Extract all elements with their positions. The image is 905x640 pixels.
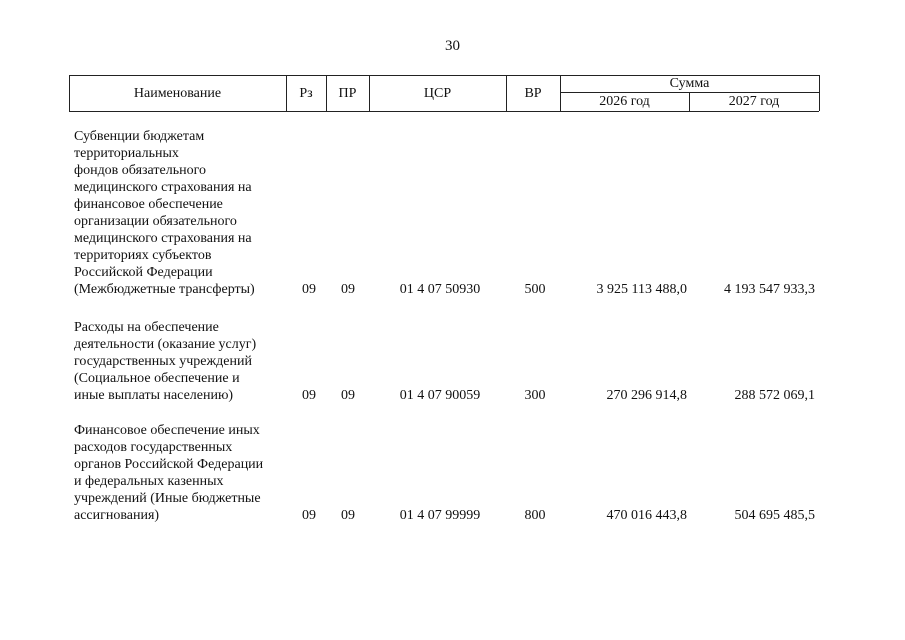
row-name: Расходы на обеспечение деятельности (оказание услуг) государственных учреждений (Социальное обеспечение и иные выплаты населению) — [74, 320, 257, 403]
row-name: Финансовое обеспечение иных расходов государственных органов Российской Федерации и федеральных казенных учреждений (Иные бюджетные ассигнования) — [74, 423, 264, 523]
row-pr: 09 — [341, 282, 355, 297]
row-vr: 500 — [524, 282, 546, 297]
row-sum-2027: 504 695 485,5 — [734, 508, 815, 523]
header-csr: ЦСР — [423, 86, 452, 101]
header-year-2027: 2027 год — [728, 94, 780, 109]
row-sum-2026: 3 925 113 488,0 — [596, 282, 687, 297]
row-sum-2026: 270 296 914,8 — [606, 388, 687, 403]
row-csr: 01 4 07 90059 — [399, 388, 481, 403]
header-sum: Сумма — [669, 76, 710, 91]
row-sum-2027: 288 572 069,1 — [734, 388, 815, 403]
row-sum-2026: 470 016 443,8 — [606, 508, 687, 523]
header-year-2026: 2026 год — [599, 94, 650, 109]
header-vr: ВР — [524, 86, 542, 101]
row-rz: 09 — [302, 388, 316, 403]
header-name: Наименование — [133, 86, 222, 101]
col-border — [819, 75, 820, 111]
row-csr: 01 4 07 99999 — [399, 508, 481, 523]
row-pr: 09 — [341, 388, 355, 403]
page-number: 30 — [445, 38, 460, 54]
row-name: Субвенции бюджетам территориальных фондов обязательного медицинского страхования на финансовое обеспечение организации обязательного медицинского страхования на территориях субъектов Российской Федерации (Межбюджетные трансферты) — [74, 129, 255, 297]
row-csr: 01 4 07 50930 — [399, 282, 481, 297]
header-bottom-border — [69, 111, 819, 112]
table-header — [69, 75, 819, 111]
header-pr: ПР — [338, 86, 357, 101]
row-rz: 09 — [302, 508, 316, 523]
row-vr: 300 — [524, 388, 546, 403]
row-vr: 800 — [524, 508, 546, 523]
row-rz: 09 — [302, 282, 316, 297]
row-pr: 09 — [341, 508, 355, 523]
row-sum-2027: 4 193 547 933,3 — [724, 282, 815, 297]
header-rz: Рз — [299, 86, 313, 101]
